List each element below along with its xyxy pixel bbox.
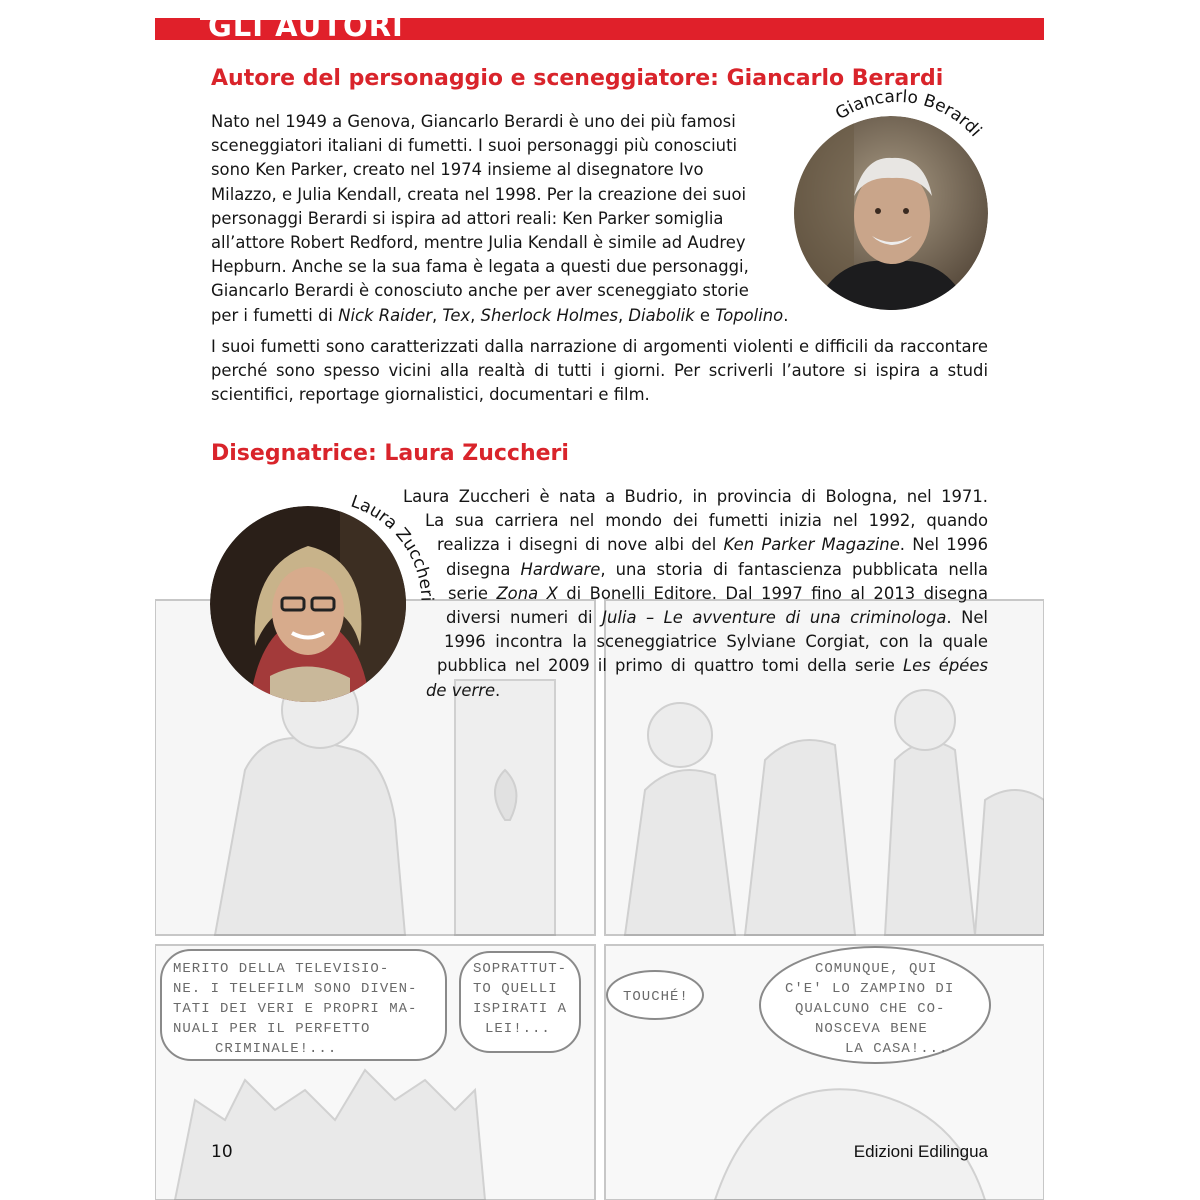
balloon2-line: TO QUELLI (473, 981, 558, 997)
bio-line: personaggi Berardi si ispira ad attori reali: Ken Parker somiglia (211, 208, 724, 228)
comic-figure-far-right (975, 790, 1044, 935)
bio-line: Giancarlo Berardi è conosciuto anche per aver sceneggiato storie (211, 281, 749, 301)
balloon1-line: NUALI PER IL PERFETTO (173, 1021, 371, 1037)
bio-line: all’attore Robert Redford, mentre Julia Kendall è simile ad Audrey (211, 233, 746, 253)
berardi-paragraph-2: I suoi fumetti sono caratterizzati dalla narrazione di argomenti violenti e difficili da raccontare perché sono spesso vicini alla realtà di tutti i giorni. Per scriverli l’autore si ispira a studi scientifici, reportage giornalistici, documentari e film. (211, 337, 988, 405)
page-title: GLI AUTORI (208, 9, 404, 43)
bio-line: La sua carriera nel mondo dei fumetti inizia nel 1992, quando (425, 511, 988, 531)
bio-line: pubblica nel 2009 il primo di quattro tomi della serie Les épées (437, 656, 988, 676)
balloon4-line: QUALCUNO CHE CO- (795, 1001, 946, 1017)
balloon4-line: LA CASA!... (845, 1041, 949, 1057)
balloon1-line: MERITO DELLA TELEVISIO- (173, 961, 390, 977)
bio-line: Nato nel 1949 a Genova, Giancarlo Berardi è uno dei più famosi (211, 112, 736, 131)
bio-line: sceneggiatori italiani di fumetti. I suoi personaggi più conosciuti (211, 136, 738, 156)
balloon4-line: C'E' LO ZAMPINO DI (785, 981, 955, 997)
bio-line: Milazzo, e Julia Kendall, creata nel 1998. Per la creazione dei suoi (211, 184, 747, 204)
comic-head-left (648, 703, 712, 767)
zuccheri-bio (380, 485, 988, 703)
balloon1-line: CRIMINALE!... (215, 1041, 338, 1057)
balloon1-line: TATI DEI VERI E PROPRI MA- (173, 1001, 418, 1017)
balloon3-line: TOUCHÉ! (623, 989, 689, 1005)
balloon2-line: SOPRATTUT- (473, 961, 568, 977)
section-heading-zuccheri: Disegnatrice: Laura Zuccheri (211, 441, 569, 466)
bio-line: Hepburn. Anche se la sua fama è legata a questi due personaggi, (211, 257, 749, 277)
balloon2-line: LEI!... (485, 1021, 551, 1037)
berardi-caption (780, 80, 1010, 210)
page-number: 10 (211, 1142, 233, 1162)
bio-line: diversi numeri di Julia – Le avventure di una criminologa. Nel (446, 608, 988, 628)
balloon1-line: NE. I TELEFILM SONO DIVEN- (173, 981, 418, 997)
balloon4-line: COMUNQUE, QUI (815, 961, 938, 977)
bio-line: per i fumetti di Nick Raider, Tex, Sherlock Holmes, Diabolik e Topolino. (211, 305, 789, 325)
bio-line: realizza i disegni di nove albi del Ken Parker Magazine. Nel 1996 (437, 535, 988, 555)
bio-line: 1996 incontra la sceneggiatrice Sylviane Corgiat, con la quale (444, 632, 988, 652)
balloon4-line: NOSCEVA BENE (815, 1021, 928, 1037)
bio-line: Laura Zuccheri è nata a Budrio, in provincia di Bologna, nel 1971. (403, 487, 988, 506)
svg-text:Laura Zuccheri: Laura Zuccheri (348, 491, 437, 602)
balloon2-line: ISPIRATI A (473, 1001, 568, 1017)
bio-line: serie Zona X di Bonelli Editore. Dal 1997 fino al 2013 disegna (448, 583, 988, 603)
berardi-bio (211, 110, 807, 328)
section-heading-berardi: Autore del personaggio e sceneggiatore: Giancarlo Berardi (211, 66, 944, 91)
svg-text:Giancarlo Berardi: Giancarlo Berardi (832, 86, 986, 141)
publisher-name: Edizioni Edilingua (853, 1142, 988, 1161)
bio-line: sono Ken Parker, creato nel 1974 insieme al disegnatore Ivo (211, 160, 704, 180)
bio-line: disegna Hardware, una storia di fantascienza pubblicata nella (446, 559, 988, 579)
bio-line: de verre. (426, 680, 501, 700)
